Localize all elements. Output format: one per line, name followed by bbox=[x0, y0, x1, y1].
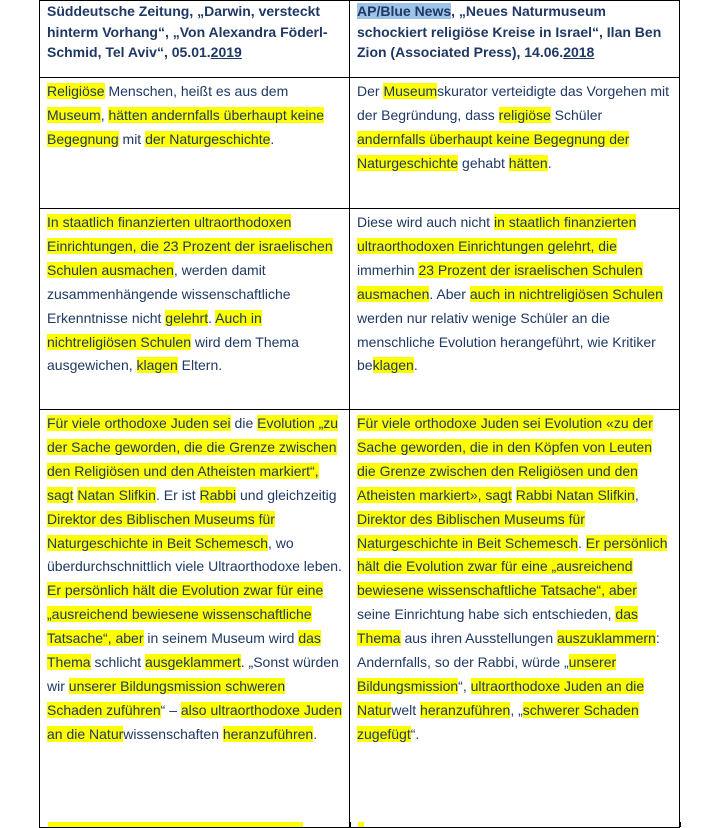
highlighted-text: Religiöse bbox=[47, 83, 105, 99]
body-text: Diese wird auch nicht bbox=[357, 214, 494, 230]
right-header-cell bbox=[350, 1, 680, 78]
body-text: : Andernfalls, so der Rabbi, würde „ bbox=[357, 630, 660, 671]
comparison-table bbox=[39, 0, 680, 828]
body-text: welt bbox=[391, 701, 421, 718]
body-text: “. bbox=[410, 725, 420, 742]
table-row bbox=[40, 209, 680, 410]
body-text: wissenschaften bbox=[123, 725, 223, 742]
highlight-fragment bbox=[48, 822, 303, 827]
body-text: die bbox=[230, 415, 258, 431]
highlighted-text: Direktor des Biblischen Museums für Naturgeschichte in Beit Schemesch bbox=[357, 510, 585, 551]
next-row-edge bbox=[39, 822, 681, 827]
right-cell bbox=[350, 209, 680, 410]
highlighted-text: der Naturgeschichte bbox=[145, 130, 271, 147]
body-text: “, bbox=[458, 677, 471, 694]
body-text: gehabt bbox=[458, 154, 509, 171]
body-text: , werden damit zusammenhängende wissenschaftliche Erkenntnisse nicht bbox=[47, 261, 291, 326]
highlighted-text: ausgeklammert bbox=[145, 654, 241, 671]
body-text: Eltern. bbox=[177, 357, 223, 374]
highlight-fragment bbox=[358, 822, 364, 827]
body-text: schlicht bbox=[90, 654, 146, 671]
body-text: “ – bbox=[160, 701, 181, 718]
body-text: werden nur relativ wenige Schüler an die menschliche Evolution herangeführt, wie Kritiker be bbox=[357, 309, 656, 374]
right-cell bbox=[350, 410, 680, 828]
right-header-year: 2018 bbox=[563, 44, 595, 60]
body-text: . Aber bbox=[429, 285, 470, 302]
highlighted-text: das Thema bbox=[357, 606, 638, 647]
highlighted-text: Er persönlich hält die Evolution zwar für eine „ausreichend bewiesene wissenschaftliche Tatsache“, aber bbox=[357, 534, 668, 599]
header-row bbox=[40, 1, 680, 78]
left-cell bbox=[40, 209, 350, 410]
body-text: . bbox=[547, 154, 552, 171]
body-text: . „Sonst würden wir bbox=[47, 654, 339, 694]
body-text: in seinem Museum wird bbox=[143, 630, 299, 647]
body-text: und gleichzeitig bbox=[236, 486, 337, 503]
body-text: , bbox=[634, 486, 639, 503]
highlighted-text: ultraorthodoxe Juden an die Natur bbox=[357, 677, 645, 718]
highlighted-text: klagen bbox=[372, 357, 414, 374]
left-cell bbox=[40, 78, 350, 209]
highlighted-text: Rabbi bbox=[199, 486, 237, 503]
highlighted-text: heranzuführen bbox=[222, 725, 314, 742]
highlighted-text: unserer Bildungsmission schweren Schaden zuführen bbox=[47, 677, 286, 718]
left-cell bbox=[40, 410, 350, 828]
highlighted-text: also ultraorthodoxe Juden an die Natur bbox=[47, 701, 342, 742]
highlighted-text: gelehrt bbox=[165, 309, 209, 326]
left-header-cell bbox=[40, 1, 350, 78]
left-header-year: 2019 bbox=[210, 44, 242, 60]
highlighted-text: Museum bbox=[47, 106, 101, 123]
right-cell bbox=[350, 78, 680, 209]
body-text: . bbox=[578, 534, 586, 551]
body-text: Menschen, heißt es aus dem bbox=[104, 83, 289, 99]
highlighted-text: Er persönlich hält die Evolution zwar für eine „ausreichend bewiesene wissenschaftliche Tatsache“, aber bbox=[47, 582, 324, 647]
highlighted-text: heranzuführen bbox=[420, 701, 511, 718]
table-row bbox=[40, 78, 680, 209]
body-text: , „ bbox=[510, 701, 523, 718]
right-header-text: , „Neues Naturmuseum schockiert religiöse Kreise in Israel“, Ilan Ben Zion (Associated Press), 14.06. bbox=[357, 3, 662, 60]
highlighted-text: klagen bbox=[136, 357, 178, 374]
highlighted-text: auch in nichtreligiösen Schulen bbox=[469, 285, 663, 302]
body-text: . bbox=[313, 725, 318, 742]
highlighted-text: unserer Bildungsmission bbox=[357, 654, 617, 694]
body-text: mit bbox=[118, 130, 146, 147]
body-text: aus ihren Ausstellungen bbox=[400, 630, 558, 647]
body-text: Schüler bbox=[550, 106, 603, 123]
highlighted-text: religiöse bbox=[498, 106, 551, 123]
highlighted-text: in staatlich finanzierten ultraorthodoxen Einrichtungen gelehrt, die bbox=[357, 214, 637, 254]
body-text: immerhin bbox=[357, 261, 419, 278]
highlighted-text: Direktor des Biblischen Museums für Naturgeschichte in Beit Schemesch bbox=[47, 510, 275, 551]
body-text: skurator verteidigte das Vorgehen mit der Begründung, dass bbox=[357, 83, 670, 123]
body-text: seine Einrichtung habe sich entschieden, bbox=[357, 606, 616, 623]
right-header-source: AP/Blue News bbox=[357, 3, 452, 19]
highlighted-text: Evolution „zu der Sache geworden, die die Grenze zwischen den Religiösen und den Atheisten markiert“, sagt bbox=[47, 415, 339, 503]
highlighted-text: Museum bbox=[383, 83, 438, 99]
highlighted-text: Auch in nichtreligiösen Schulen bbox=[47, 309, 262, 350]
highlighted-text: andernfalls überhaupt keine Begegnung der Naturgeschichte bbox=[357, 130, 630, 171]
highlighted-text: hätten andernfalls überhaupt keine Begegnung bbox=[47, 106, 325, 147]
body-text: Der bbox=[357, 83, 384, 99]
table-row bbox=[40, 410, 680, 828]
column-divider bbox=[350, 822, 351, 827]
left-header-text: Süddeutsche Zeitung, „Darwin, versteckt hinterm Vorhang“, „Von Alexandra Föderl-Schmid, Tel Aviv“, 05.01. bbox=[47, 3, 328, 60]
body-text: . bbox=[208, 309, 216, 326]
highlighted-text: hätten bbox=[508, 154, 548, 171]
body-text: , bbox=[100, 106, 109, 123]
body-text: . Er ist bbox=[155, 486, 200, 503]
highlighted-text: Natan Slifkin bbox=[77, 486, 156, 503]
highlighted-text: Für viele orthodoxe Juden sei Evolution «zu der Sache geworden, die in den Köpfen von Leuten die Grenze zwischen den Religiösen und den Atheisten markiert», sagt bbox=[357, 415, 653, 503]
body-text: , wo überdurchschnittlich viele Ultraorthodoxe leben. bbox=[47, 534, 342, 575]
highlighted-text: schwerer Schaden zugefügt bbox=[357, 701, 639, 742]
highlighted-text: Rabbi Natan Slifkin bbox=[515, 486, 635, 503]
highlighted-text: In staatlich finanzierten ultraorthodoxen Einrichtungen, die 23 Prozent der israelischen Schulen ausmachen bbox=[47, 214, 333, 278]
body-text: . bbox=[270, 130, 275, 147]
body-text: . bbox=[413, 357, 418, 374]
body-text: wird dem Thema ausgewichen, bbox=[47, 333, 299, 374]
highlighted-text: Für viele orthodoxe Juden sei bbox=[47, 415, 231, 431]
highlighted-text: das Thema bbox=[47, 630, 321, 671]
highlighted-text: auszuklammern bbox=[557, 630, 656, 647]
highlighted-text: 23 Prozent der israelischen Schulen ausmachen bbox=[357, 261, 643, 302]
